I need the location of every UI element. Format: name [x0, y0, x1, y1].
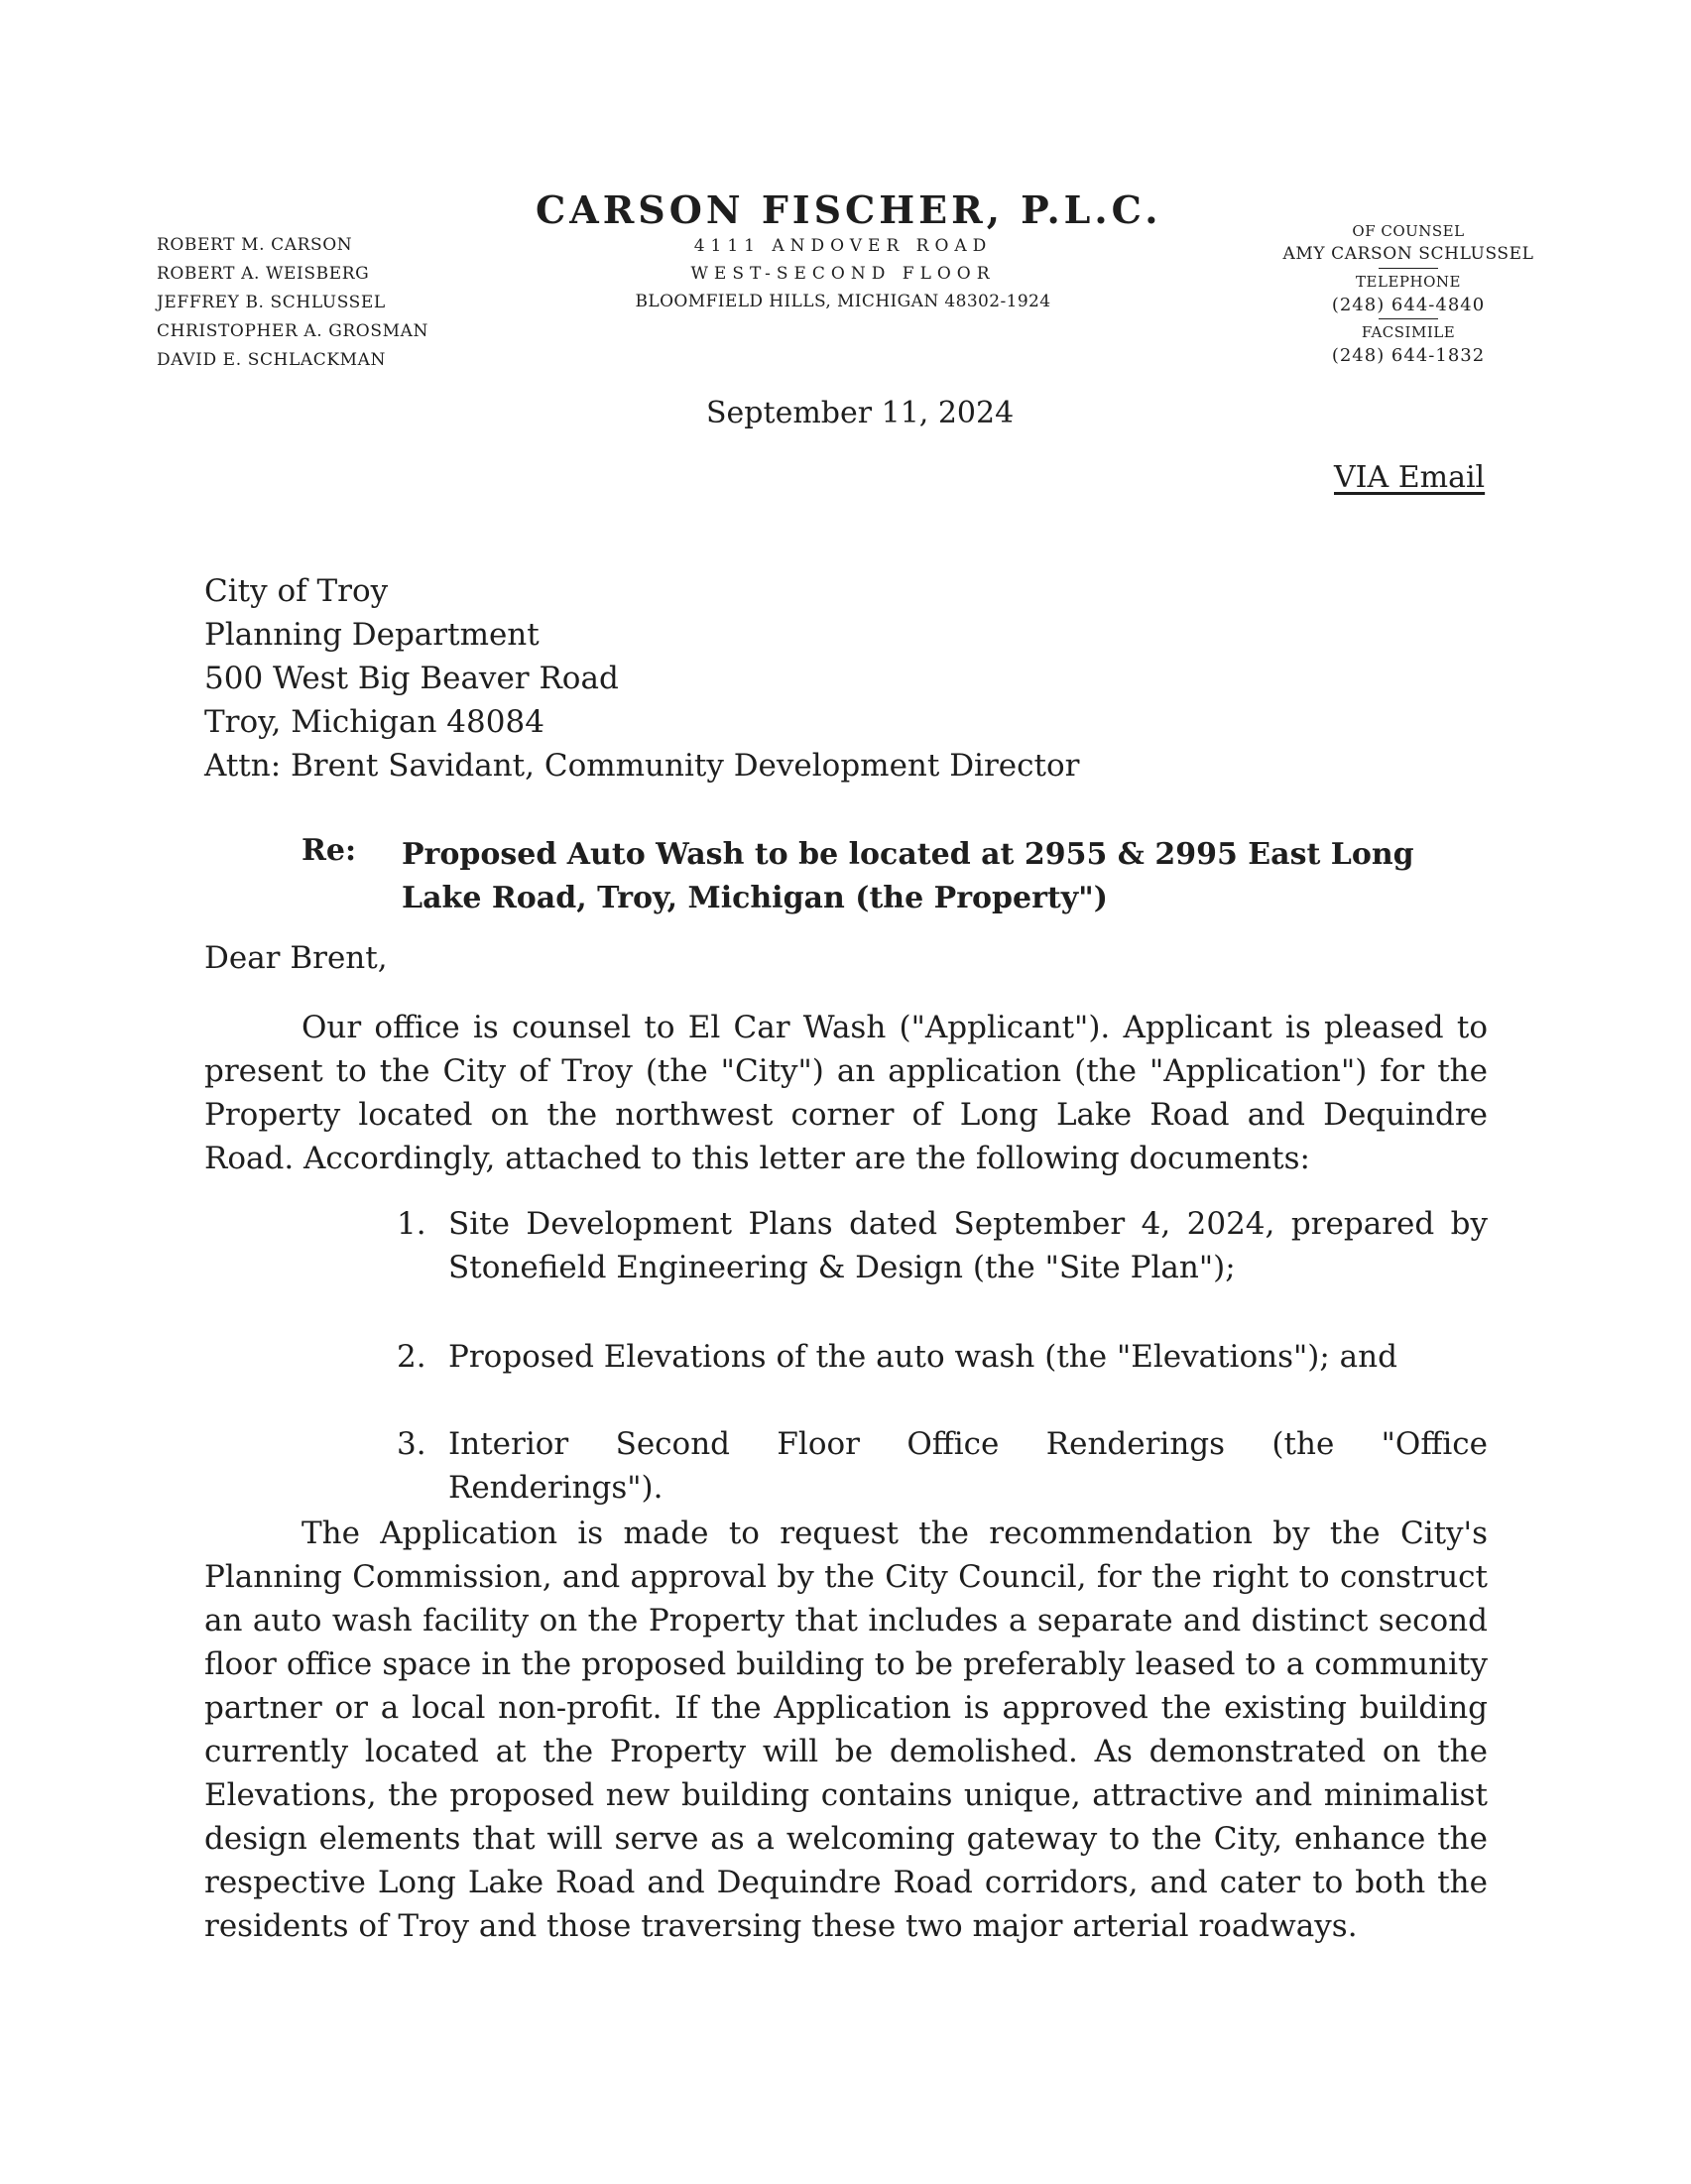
- telephone-label: TELEPHONE: [1356, 273, 1461, 291]
- recipient-line: Planning Department: [204, 617, 540, 653]
- facsimile-label: FACSIMILE: [1361, 323, 1456, 341]
- firm-address-line2: WEST-SECOND FLOOR: [690, 264, 996, 284]
- firm-header: [536, 187, 1162, 315]
- body-paragraph: Our office is counsel to El Car Wash ("Applicant"). Applicant is pleased to present to the City of Troy (the "City") an application (the "Application") for the Property located on the northwest corner of Long Lake Road and Dequindre Road. Accordingly, attached to this letter are the following documents:: [204, 1010, 1488, 1176]
- recipient-line: Troy, Michigan 48084: [204, 704, 544, 740]
- divider: [1379, 318, 1438, 319]
- firm-address-line3: BLOOMFIELD HILLS, MICHIGAN 48302-1924: [635, 292, 1051, 311]
- facsimile-number: (248) 644-1832: [1331, 345, 1486, 366]
- list-text: Proposed Elevations of the auto wash (the "Elevations"); and: [448, 1339, 1397, 1375]
- recipient-address: [204, 569, 1079, 788]
- divider: [1379, 268, 1438, 269]
- telephone-number: (248) 644-4840: [1331, 295, 1486, 315]
- list-item: [397, 1335, 1488, 1379]
- of-counsel-name: AMY CARSON SCHLUSSEL: [1282, 244, 1534, 264]
- list-text: Interior Second Floor Office Renderings (the "Office Renderings").: [448, 1426, 1488, 1506]
- letter-date: September 11, 2024: [706, 396, 1015, 430]
- partner-name: JEFFREY B. SCHLUSSEL: [157, 293, 386, 312]
- delivery-method: VIA Email: [1334, 460, 1486, 495]
- re-label: Re:: [302, 833, 357, 868]
- salutation: Dear Brent,: [204, 940, 388, 976]
- firm-address-line1: 4111 ANDOVER ROAD: [693, 236, 993, 256]
- body-paragraph: The Application is made to request the recommendation by the City's Planning Commission, and approval by the City Council, for the right to construct an auto wash facility on the Property that includes a separate and distinct second floor office space in the proposed building to be preferably leased to a community partner or a local non-profit. If the Application is approved the existing building currently located at the Property will be demolished. As demonstrated on the Elevations, the proposed new building contains unique, attractive and minimalist design elements that will serve as a welcoming gateway to the City, enhance the respective Long Lake Road and Dequindre Road corridors, and cater to both the residents of Troy and those traversing these two major arterial roadways.: [204, 1516, 1488, 1944]
- list-number: 3.: [397, 1426, 426, 1462]
- list-item: [397, 1422, 1488, 1510]
- list-item: [397, 1202, 1488, 1289]
- recipient-line: Attn: Brent Savidant, Community Development Director: [204, 748, 1080, 784]
- list-number: 1.: [397, 1206, 426, 1242]
- partner-name: ROBERT A. WEISBERG: [157, 264, 370, 284]
- partner-name: ROBERT M. CARSON: [157, 235, 353, 255]
- partner-name: DAVID E. SCHLACKMAN: [157, 350, 387, 370]
- re-subject: Proposed Auto Wash to be located at 2955 & 2995 East Long Lake Road, Troy, Michigan (the Property"): [402, 837, 1414, 915]
- partner-list: [157, 231, 494, 375]
- contact-box: [1260, 220, 1557, 367]
- list-number: 2.: [397, 1339, 426, 1375]
- recipient-line: City of Troy: [204, 573, 389, 609]
- of-counsel-label: OF COUNSEL: [1352, 222, 1465, 240]
- list-text: Site Development Plans dated September 4, 2024, prepared by Stonefield Engineering & Design (the "Site Plan");: [448, 1206, 1488, 1285]
- firm-name: CARSON FISCHER, P.L.C.: [536, 187, 1162, 232]
- recipient-line: 500 West Big Beaver Road: [204, 661, 619, 696]
- partner-name: CHRISTOPHER A. GROSMAN: [157, 321, 428, 341]
